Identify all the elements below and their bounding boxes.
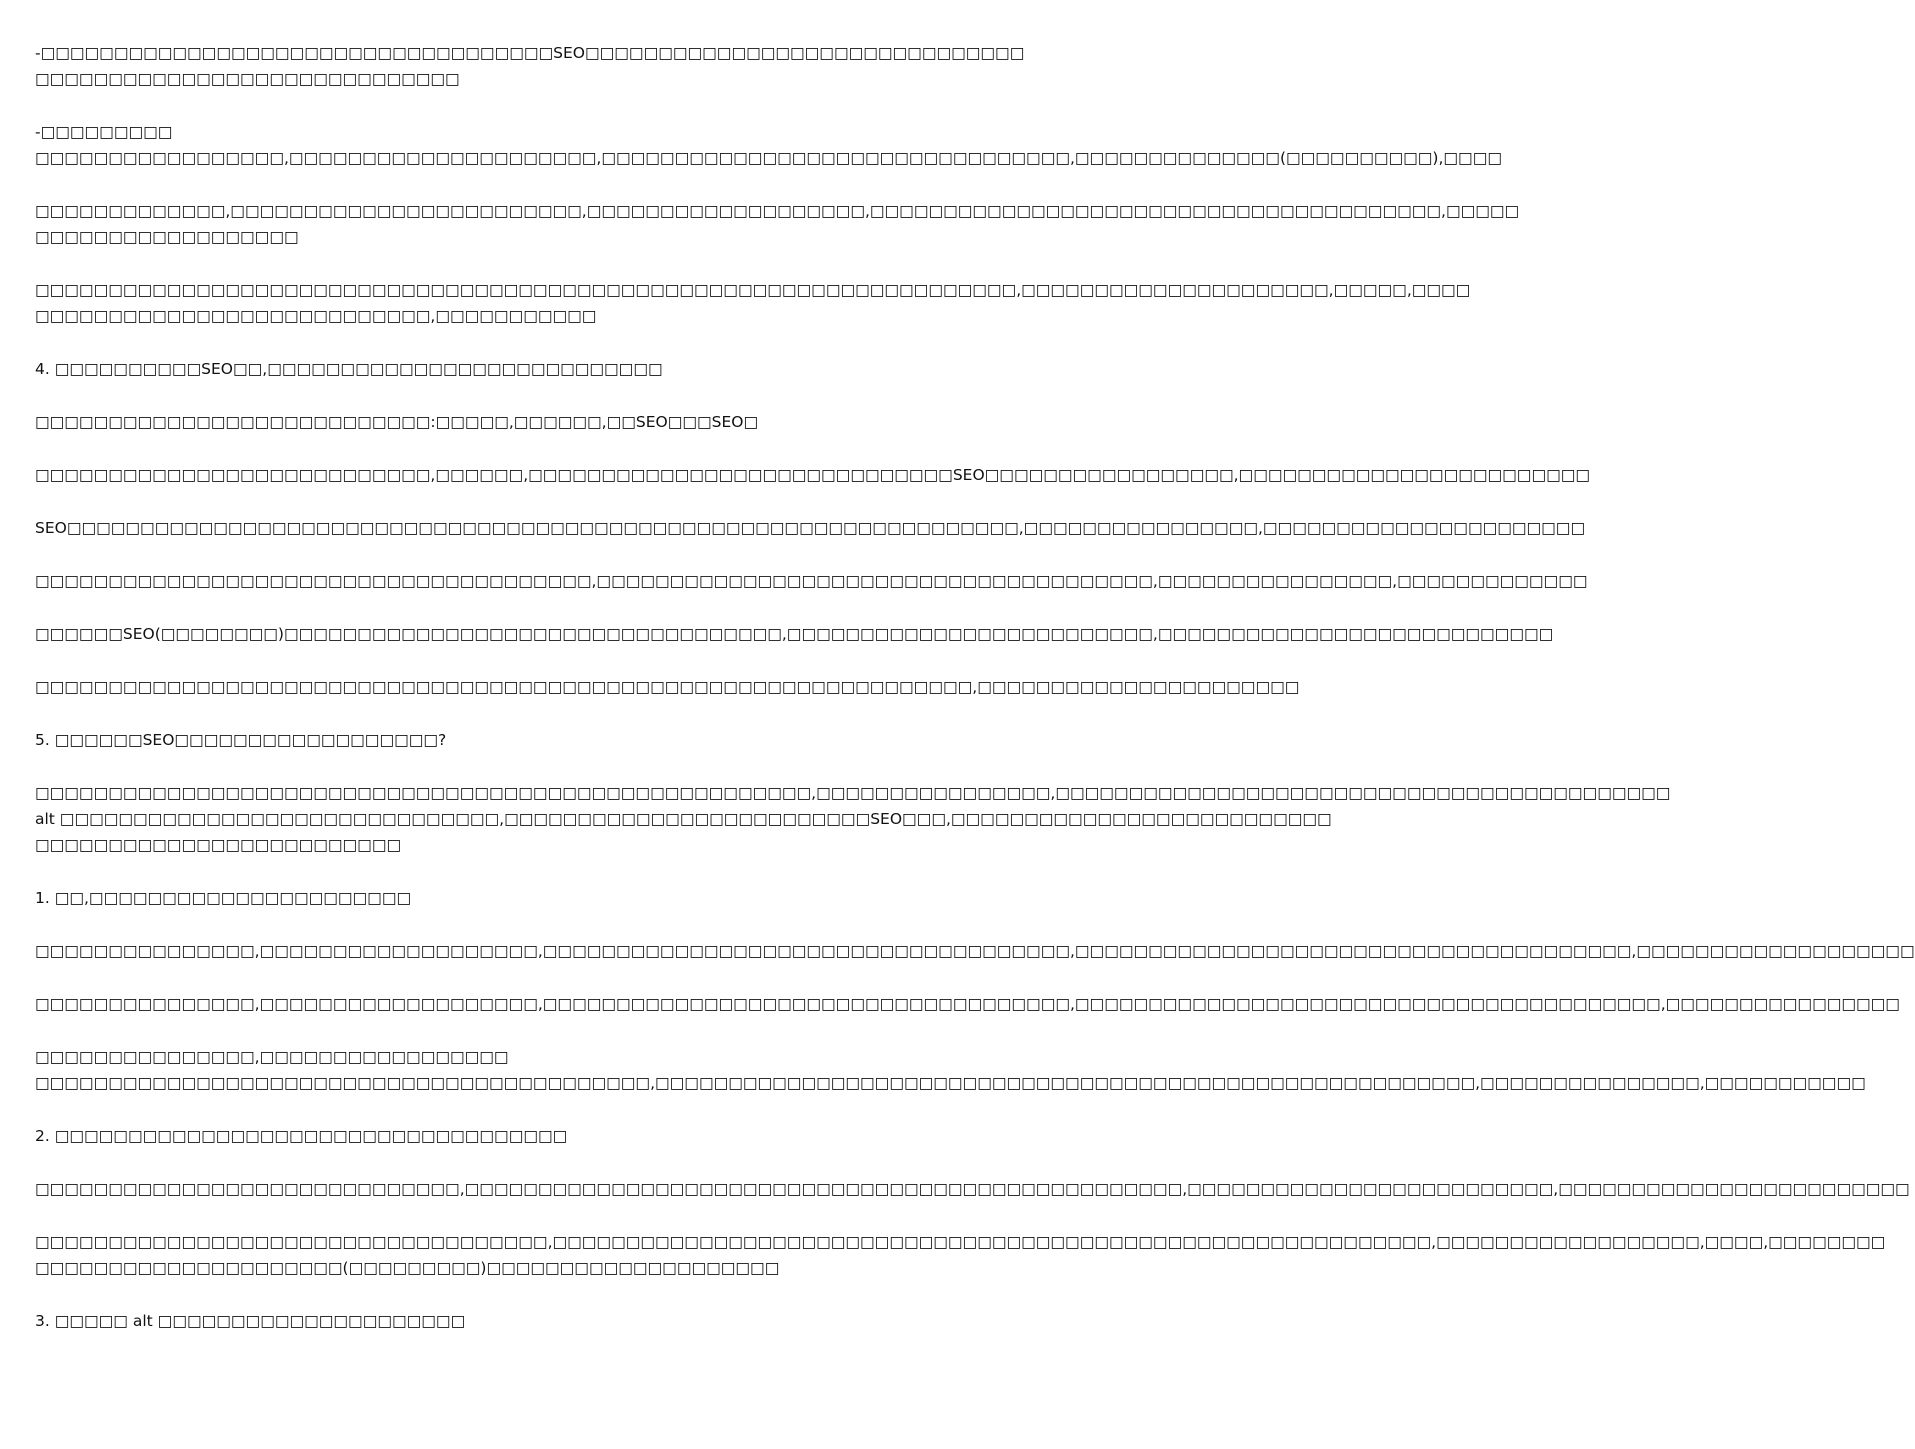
text-line: □□□□□□□□□□□□□□□□□□□□□□□□□□□□□□□□□□□□□□□□□□□□□□□□□□□□□□□□□□□□□□□□,□□□□□□□□□□□□□□□□□□□□□□ — [35, 678, 1300, 696]
text-line: □□□□□□SEO(□□□□□□□□)□□□□□□□□□□□□□□□□□□□□□□□□□□□□□□□□□□,□□□□□□□□□□□□□□□□□□□□□□□□□,□□□□□□□□□□□□□□□□□□□□□□□□□□□ — [35, 625, 1554, 643]
text-line: □□□□□□□□□□□□□□□□□□□□□□□□□ — [35, 836, 402, 854]
text-line: alt □□□□□□□□□□□□□□□□□□□□□□□□□□□□□□,□□□□□□□□□□□□□□□□□□□□□□□□□SEO□□□,□□□□□□□□□□□□□□□□□□□□□□□□□□ — [35, 810, 1332, 828]
text-line: □□□□□□□□□□□□□□□□□□□□□□□□□□□□□□□□□□□,□□□□□□□□□□□□□□□□□□□□□□□□□□□□□□□□□□□□□□□□□□□□□□□□□□□□□□□□□□□□,□□□□□□□□□□□□□□□□□□,□□□□,□□□□□□□□ — [35, 1233, 1886, 1251]
text-line: □□□□□□□□□□□□□□□,□□□□□□□□□□□□□□□□□ — [35, 1048, 509, 1066]
text-line: 4. □□□□□□□□□□SEO□□,□□□□□□□□□□□□□□□□□□□□□□□□□□□ — [35, 360, 663, 378]
text-line: □□□□□□□□□□□□□□□□□□□□□□□□□□□:□□□□□,□□□□□□,□□SEO□□□SEO□ — [35, 413, 759, 431]
text-line: □□□□□□□□□□□□□□□□□□ — [35, 228, 299, 246]
paragraph — [35, 1044, 1866, 1096]
text-line: □□□□□□□□□□□□□□□□□□□□□□□□□□□,□□□□□□,□□□□□□□□□□□□□□□□□□□□□□□□□□□□□SEO□□□□□□□□□□□□□□□□□,□□□□□□□□□□□□□□□□□□□□□□□□ — [35, 466, 1591, 484]
paragraph — [35, 40, 1025, 92]
text-line: □□□□□□□□□□□□□,□□□□□□□□□□□□□□□□□□□□□□□□,□□□□□□□□□□□□□□□□□□□,□□□□□□□□□□□□□□□□□□□□□□□□□□□□□□□□□□□□□□□,□□□□□ — [35, 202, 1520, 220]
text-line: □□□□□□□□□□□□□□□□□□□□□□□□□□□,□□□□□□□□□□□ — [35, 307, 597, 325]
paragraph — [35, 674, 1300, 700]
text-line: -□□□□□□□□□□□□□□□□□□□□□□□□□□□□□□□□□□□SEO□□□□□□□□□□□□□□□□□□□□□□□□□□□□□□ — [35, 44, 1025, 62]
paragraph — [35, 515, 1586, 541]
section-heading — [35, 1123, 990, 1149]
section-heading — [35, 356, 990, 382]
text-line: □□□□□□□□□□□□□□□,□□□□□□□□□□□□□□□□□□□,□□□□□□□□□□□□□□□□□□□□□□□□□□□□□□□□□□□□,□□□□□□□□□□□□□□□□□□□□□□□□□□□□□□□□□□□□□□□□,□□□□□□□□□□□□□□□□ — [35, 995, 1900, 1013]
text-line: -□□□□□□□□□ — [35, 123, 173, 141]
text-line: □□□□□□□□□□□□□□□□□□□□□□□□□□□□□,□□□□□□□□□□□□□□□□□□□□□□□□□□□□□□□□□□□□□□□□□□□□□□□□□,□□□□□□□□□□□□□□□□□□□□□□□□□,□□□□□□□□□□□□□□□□□□□□□□□□ — [35, 1180, 1910, 1198]
paragraph — [35, 277, 1471, 329]
text-line: □□□□□□□□□□□□□□□□□□□□□□□□□□□□□□□□□□□□□□□□□□□□□□□□□□□□□,□□□□□□□□□□□□□□□□,□□□□□□□□□□□□□□□□□□□□□□□□□□□□□□□□□□□□□□□□□□ — [35, 784, 1671, 802]
text-line: □□□□□□□□□□□□□□□□□□□□□□□□□□□□□ — [35, 70, 460, 88]
paragraph — [35, 119, 1502, 171]
text-line: □□□□□□□□□□□□□□□,□□□□□□□□□□□□□□□□□□□,□□□□□□□□□□□□□□□□□□□□□□□□□□□□□□□□□□□□,□□□□□□□□□□□□□□□□□□□□□□□□□□□□□□□□□□□□□□,□□□□□□□□□□□□□□□□□□□ — [35, 942, 1915, 960]
paragraph — [35, 198, 1520, 250]
paragraph — [35, 938, 1915, 964]
document-page — [35, 40, 1915, 1440]
text-line: 5. □□□□□□SEO□□□□□□□□□□□□□□□□□□? — [35, 731, 447, 749]
text-line: □□□□□□□□□□□□□□□□□□□□□□□□□□□□□□□□□□□□□□□□□□,□□□□□□□□□□□□□□□□□□□□□□□□□□□□□□□□□□□□□□□□□□□□□□□□□□□□□□□□,□□□□□□□□□□□□□□□,□□□□□□□□□□□ — [35, 1074, 1866, 1092]
text-line: □□□□□□□□□□□□□□□□□□□□□□□□□□□□□□□□□□□□□□,□□□□□□□□□□□□□□□□□□□□□□□□□□□□□□□□□□□□□□,□□□□□□□□□□□□□□□□,□□□□□□□□□□□□□ — [35, 572, 1588, 590]
text-line: 1. □□,□□□□□□□□□□□□□□□□□□□□□□ — [35, 889, 412, 907]
paragraph — [35, 409, 990, 435]
text-line: SEO□□□□□□□□□□□□□□□□□□□□□□□□□□□□□□□□□□□□□□□□□□□□□□□□□□□□□□□□□□□□□□□□□,□□□□□□□□□□□□□□□□,□□□□□□□□□□□□□□□□□□□□□□ — [35, 519, 1586, 537]
paragraph — [35, 621, 1554, 647]
paragraph — [35, 568, 1588, 594]
section-heading — [35, 1308, 990, 1334]
section-heading — [35, 727, 990, 753]
text-line: □□□□□□□□□□□□□□□□□□□□□(□□□□□□□□□)□□□□□□□□□□□□□□□□□□□□ — [35, 1259, 780, 1277]
text-line: □□□□□□□□□□□□□□□□□□□□□□□□□□□□□□□□□□□□□□□□□□□□□□□□□□□□□□□□□□□□□□□□□□□,□□□□□□□□□□□□□□□□□□□□□,□□□□□,□□□□ — [35, 281, 1471, 299]
text-line: 2. □□□□□□□□□□□□□□□□□□□□□□□□□□□□□□□□□□□ — [35, 1127, 568, 1145]
paragraph — [35, 780, 1671, 858]
paragraph — [35, 1229, 1886, 1281]
paragraph — [35, 1176, 1910, 1202]
paragraph — [35, 462, 1591, 488]
text-line: □□□□□□□□□□□□□□□□□,□□□□□□□□□□□□□□□□□□□□□,□□□□□□□□□□□□□□□□□□□□□□□□□□□□□□□□,□□□□□□□□□□□□□□(□□□□□□□□□□),□□□□ — [35, 149, 1502, 167]
paragraph — [35, 991, 1900, 1017]
text-line: 3. □□□□□ alt □□□□□□□□□□□□□□□□□□□□□ — [35, 1312, 466, 1330]
section-heading — [35, 885, 990, 911]
